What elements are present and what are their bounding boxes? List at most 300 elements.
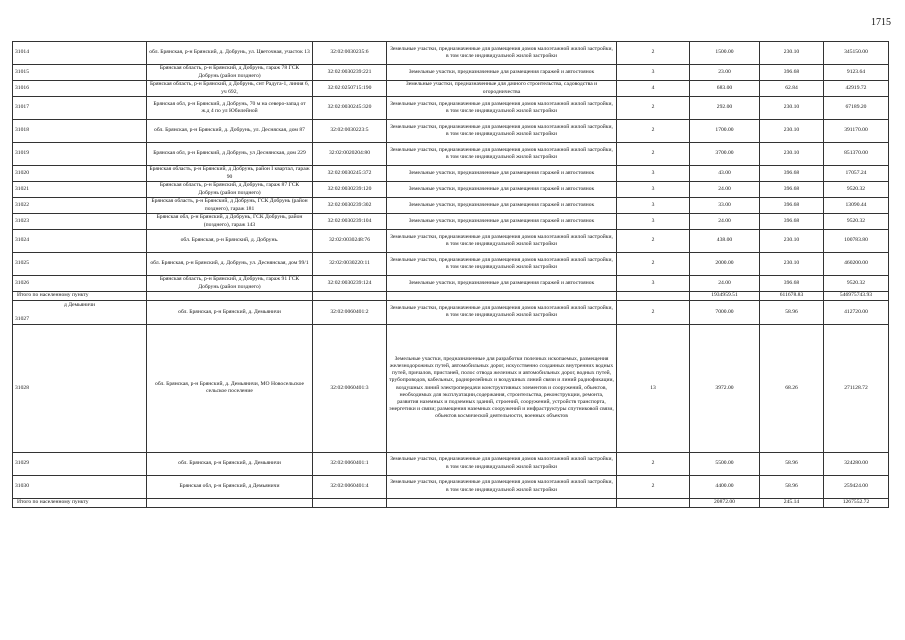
group-cell-text: 2 [651,483,655,489]
specific-value-cell-text: 58.96 [785,460,798,466]
row-number-text: 31023 [15,217,29,224]
area-cell [690,97,760,120]
table-row [13,475,889,498]
cadastral-number-cell-text: 32:02:0030220:11 [329,260,370,267]
land-use-cell-text: Земельные участки, предназначенные для размещения домов малоэтажной жилой застройки, в том числе индивидуальной жилой застройки [390,123,613,137]
area-cell-text: 438.00 [716,237,733,244]
cadastral-number-cell-text: 32:02:0030239:124 [327,279,372,286]
cadastral-number-cell [313,166,387,182]
area-cell-text: 1500.00 [715,49,734,56]
specific-value-cell [760,120,824,143]
total-area: 20872.00 [690,498,760,507]
cadastral-number-cell [313,198,387,214]
address-cell-text: обл. Брянская, р-н Брянский, д. Добрунь, ул. Цветочная, участок 13 [149,49,310,56]
group-cell [617,97,690,120]
land-use-cell-text: Земельные участки, предназначенные для размещения домов малоэтажной жилой застройки, в том числе индивидуальной жилой застройки [390,45,613,59]
area-cell [690,65,760,81]
cadastral-value-cell [824,42,889,65]
table-row [13,324,889,452]
specific-value-cell [760,276,824,292]
cadastral-number-cell-text: 32:02:0030239:221 [327,68,372,75]
specific-value-cell [760,143,824,166]
cadastral-number-cell-text: 32:02:0030239:104 [327,217,372,224]
specific-value-cell-text: 396.68 [783,201,800,208]
group-cell [617,475,690,498]
cadastral-value-cell-text: 13090.44 [845,201,867,208]
area-cell-text: 3972.00 [715,384,734,391]
specific-value-cell-text: 396.68 [783,169,800,176]
row-number-text: 31017 [15,104,29,111]
area-cell-text: 1700.00 [715,127,734,134]
table-row [13,214,889,230]
table-row [13,230,889,253]
land-use-cell-text: Земельные участки, предназначенные для размещения домов малоэтажной жилой застройки, в том числе индивидуальной жилой застройки [390,100,613,114]
cadastral-number-cell [313,324,387,452]
specific-value-cell-text: 58.96 [785,483,798,489]
cadastral-value-cell [824,276,889,292]
cadastral-value-cell [824,452,889,475]
row-number [13,143,147,166]
land-use-cell [387,81,617,97]
address-cell [147,214,313,230]
row-number-text: 31014 [15,49,29,56]
group-cell [617,276,690,292]
cadastral-value-cell [824,182,889,198]
area-cell [690,42,760,65]
area-cell [690,301,760,325]
address-cell [147,324,313,452]
area-cell-text: 292.00 [716,104,733,111]
settlement-total-row [13,498,889,507]
cadastral-number-cell [313,182,387,198]
land-use-cell-text: Земельные участки, предназначенные для размещения гаражей и автостоянок [408,279,595,286]
address-cell [147,143,313,166]
cadastral-value-cell [824,166,889,182]
cadastral-number-cell [313,42,387,65]
cadastral-value-cell [824,65,889,81]
area-cell [690,253,760,276]
group-cell-text: 3 [651,217,655,224]
group-cell-text: 2 [651,127,655,134]
specific-value-cell [760,198,824,214]
row-number-text: 31022 [15,201,29,208]
table-row [13,253,889,276]
specific-value-cell-text: 396.68 [783,185,800,192]
row-number-text: 31015 [15,68,29,75]
table-row [13,166,889,182]
row-number-text: 31018 [15,127,29,134]
group-cell [617,230,690,253]
total-empty-cell [387,292,617,301]
specific-value-cell [760,182,824,198]
total-label: Итого по населенному пункту [13,498,147,507]
row-number-text: 31024 [15,237,29,244]
group-cell-text: 3 [651,201,655,208]
cadastral-number-cell-text: 32:02:0020204:80 [328,150,371,157]
address-cell-text: Брянская обл, р-н Брянский, д Демьяничи [179,483,280,489]
cadastral-number-cell [313,65,387,81]
table-row [13,182,889,198]
row-number-text: 31028 [15,384,29,391]
group-cell [617,65,690,81]
total-value: 1267552.72 [824,498,889,507]
cadastral-value-cell [824,81,889,97]
area-cell-text: 24.00 [718,279,731,286]
total-empty-cell [313,292,387,301]
specific-value-cell [760,324,824,452]
cadastral-value-cell [824,143,889,166]
group-cell-text: 3 [651,169,655,176]
area-cell [690,143,760,166]
address-cell-text: Брянская обл, р-н Брянский, д Добрунь, 70 м на северо-запад от ж.д 4 по ул Юбилейной [153,100,306,114]
cadastral-value-cell [824,214,889,230]
cadastral-value-table [12,41,889,508]
group-cell-text: 2 [651,237,655,244]
group-cell-text: 2 [651,49,655,56]
row-number [13,214,147,230]
specific-value-cell [760,214,824,230]
table-row [13,276,889,292]
cadastral-number-cell [313,253,387,276]
group-cell-text: 13 [650,384,656,391]
cadastral-number-cell [313,81,387,97]
cadastral-value-cell-text: 324280.00 [844,460,868,466]
group-cell [617,301,690,325]
land-use-cell [387,198,617,214]
row-number [13,253,147,276]
row-number [13,97,147,120]
total-area: 1934959.51 [690,292,760,301]
cadastral-number-cell-text: 32:02:0030223:5 [330,127,369,134]
address-cell [147,253,313,276]
cadastral-value-cell-text: 345150.00 [844,49,868,56]
cadastral-value-cell-text: 9520.32 [846,279,866,286]
area-cell [690,81,760,97]
area-cell [690,276,760,292]
table-row [13,65,889,81]
address-cell [147,182,313,198]
address-cell [147,230,313,253]
group-cell [617,324,690,452]
specific-value-cell [760,65,824,81]
row-number [13,324,147,452]
cadastral-value-cell-text: 9520.32 [846,185,866,192]
cadastral-number-cell-text: 32:02:0060401:2 [330,308,369,315]
total-empty-cell [147,498,313,507]
specific-value-cell [760,253,824,276]
land-use-cell [387,230,617,253]
address-cell [147,198,313,214]
cadastral-value-cell-text: 67189.20 [845,104,867,111]
area-cell [690,230,760,253]
address-cell-text: обл. Брянская, р-н Брянский, д. Добрунь, ул. Деснянская, дом 99/1 [150,260,309,267]
address-cell [147,120,313,143]
area-cell [690,198,760,214]
cadastral-value-cell-text: 391170.00 [844,127,868,134]
land-use-cell-text: Земельные участки, предназначенные для размещения домов малоэтажной жилой застройки, в том числе индивидуальной жилой застройки [390,233,613,247]
row-number-text: 31016 [15,84,29,91]
address-cell-text: обл. Брянская, р-н Брянский, д. Демьяничи [178,460,281,466]
row-number [13,65,147,81]
group-cell [617,120,690,143]
land-use-cell-text: Земельные участки, предназначенные для размещения гаражей и автостоянок [408,68,595,75]
land-use-cell [387,475,617,498]
group-cell-text: 2 [651,150,655,157]
group-cell-text: 3 [651,185,655,192]
specific-value-cell [760,452,824,475]
cadastral-value-cell [824,198,889,214]
land-use-cell-text: Земельные участки, предназначенные для размещения гаражей и автостоянок [408,217,595,224]
row-number-text: 31019 [15,150,29,157]
address-cell-text: Брянская область, р-н Брянский, д Добрунь, гараж 78 ГСК Добрунь (район позднего) [159,65,300,79]
row-number-text: 31021 [15,185,29,192]
row-number-text: 31027 [15,316,29,323]
specific-value-cell-text: 230.10 [783,49,800,56]
row-number [13,42,147,65]
cadastral-number-cell [313,97,387,120]
group-cell [617,166,690,182]
table-row [13,301,889,325]
table-row [13,42,889,65]
group-cell-text: 2 [651,104,655,111]
total-empty-cell [617,292,690,301]
row-number [13,301,147,325]
cadastral-value-cell [824,120,889,143]
area-cell [690,452,760,475]
group-cell [617,143,690,166]
cadastral-number-cell [313,214,387,230]
land-use-cell-text: Земельные участки, предназначенные для размещения гаражей и автостоянок [408,169,595,176]
address-cell-text: обл. Брянская, р-н Брянский, д. Добрунь. [180,237,279,244]
specific-value-cell-text: 230.10 [783,127,800,134]
group-cell-text: 3 [651,279,655,286]
specific-value-cell [760,42,824,65]
table-row [13,452,889,475]
cadastral-number-cell [313,120,387,143]
area-cell-text: 5500.00 [715,460,734,466]
row-number-text: 31026 [15,279,29,286]
cadastral-number-cell-text: 32:02:0030235:6 [330,49,369,56]
area-cell [690,182,760,198]
land-use-cell-text: Земельные участки, предназначенные для разработки полезных ископаемых, размещения железнодорожных путей, автомобильных дорог, искусственно созданных внутренних водных путей, причалов, пристаней, полос отвода железных и автомобильных дорог, водных путей, трубопроводов, кабельных, радиорелейных и воздушных линий связи и линий радиофикации, воздушных линий электропередачи конструктивных элементов и сооружений, объектов, необходимых для эксплуатации,содержания, строительства, реконструкции, ремонта, развития наземных и подземных зданий, строений, сооружений, устройств транспорта, энергетики и связи; размещения наземных сооружений и инфраструктуры спутниковой связи, объектов космической деятельности, военных объектов [389,355,614,420]
address-cell [147,42,313,65]
land-use-cell [387,166,617,182]
cadastral-number-cell-text: 32:02:0060401:4 [330,483,369,489]
row-number [13,452,147,475]
group-cell-text: 2 [651,260,655,267]
address-cell [147,166,313,182]
specific-value-cell [760,97,824,120]
cadastral-value-cell-text: 9123.64 [846,68,866,75]
area-cell-text: 43.00 [718,169,731,176]
cadastral-value-cell-text: 271128.72 [844,384,868,391]
row-number [13,81,147,97]
cadastral-value-cell-text: 17057.24 [845,169,867,176]
area-cell [690,120,760,143]
address-cell [147,97,313,120]
address-cell-text: Брянская обл, р-н Брянский, д Добрунь, ул Деснянская, дом 229 [153,150,306,157]
settlement-total-row [13,292,889,301]
land-use-cell-text: Земельные участки, предназначенные для размещения домов малоэтажной жилой застройки, в том числе индивидуальной жилой застройки [390,305,613,319]
specific-value-cell-text: 396.68 [783,68,800,75]
land-use-cell [387,253,617,276]
land-use-cell-text: Земельные участки, предназначенные для размещения домов малоэтажной жилой застройки, в том числе индивидуальной жилой застройки [390,256,613,270]
address-cell-text: Брянская обл, р-н Брянский, д Добрунь, ГСК Добрунь, район (позднего), гараж 143 [156,214,303,228]
total-price: 611678.83 [760,292,824,301]
specific-value-cell-text: 62.84 [785,84,798,91]
land-use-cell [387,214,617,230]
cadastral-number-cell-text: 32:02:0030245:372 [327,169,372,176]
specific-value-cell-text: 58.96 [785,308,798,315]
table-row [13,120,889,143]
total-empty-cell [313,498,387,507]
row-number-text: 31020 [15,169,29,176]
cadastral-number-cell-text: 32:02:0030245:320 [327,104,372,111]
land-use-cell-text: Земельные участки, предназначенные для размещения домов малоэтажной жилой застройки, в том числе индивидуальной жилой застройки [390,146,613,160]
cadastral-value-cell-text: 259424.00 [844,483,868,489]
specific-value-cell-text: 396.68 [783,217,800,224]
land-use-cell [387,276,617,292]
address-cell-text: обл. Брянская, р-н Брянский, д. Демьяничи [178,308,281,315]
land-use-cell [387,65,617,81]
land-use-cell [387,182,617,198]
specific-value-cell [760,81,824,97]
area-cell-text: 24.00 [718,185,731,192]
total-empty-cell [147,292,313,301]
group-cell-text: 4 [651,84,655,91]
row-number-text: 31029 [15,460,29,466]
cadastral-number-cell-text: 32:02:0060401:3 [330,384,369,391]
cadastral-number-cell [313,452,387,475]
address-cell-text: Брянская область, р-н Брянский, д Добрунь, гараж 87 ГСК Добрунь (район позднего) [159,182,300,196]
row-number [13,120,147,143]
specific-value-cell [760,475,824,498]
area-cell-text: 3700.00 [715,150,734,157]
total-value: 546975743.93 [824,292,889,301]
specific-value-cell-text: 230.10 [783,237,800,244]
address-cell-text: Брянская область, р-н Брянский, д Добрунь, район I квартал, гараж 90 [149,166,310,180]
cadastral-number-cell-text: 32:02:0250715:190 [327,84,372,91]
area-cell [690,214,760,230]
specific-value-cell [760,301,824,325]
address-cell-text: Брянская область, р-н Брянский, д Добрунь, снт Радуга-1, линия 6, уч 692, [149,81,310,95]
cadastral-value-cell [824,475,889,498]
land-use-cell [387,42,617,65]
address-cell [147,301,313,325]
cadastral-value-cell [824,253,889,276]
specific-value-cell-text: 396.68 [783,279,800,286]
land-use-cell [387,452,617,475]
address-cell [147,452,313,475]
cadastral-value-cell [824,230,889,253]
area-cell-text: 7000.00 [715,308,734,315]
address-cell [147,81,313,97]
specific-value-cell [760,230,824,253]
group-cell-text: 3 [651,68,655,75]
address-cell-text: обл. Брянская, р-н Брянский, д. Добрунь, ул. Десняская, дом 87 [154,127,305,134]
table-row [13,143,889,166]
total-label: Итого по населенному пункту [13,292,147,301]
group-cell [617,42,690,65]
land-use-cell [387,301,617,325]
cadastral-value-cell-text: 9520.32 [846,217,866,224]
row-number-text: 31025 [15,260,29,267]
area-cell [690,324,760,452]
table-row [13,97,889,120]
cadastral-value-cell [824,324,889,452]
group-cell-text: 2 [651,308,655,315]
cadastral-value-cell-text: 851370.00 [844,150,868,157]
specific-value-cell-text: 230.10 [783,150,800,157]
area-cell-text: 23.00 [718,68,731,75]
row-number [13,182,147,198]
area-cell-text: 24.00 [718,217,731,224]
page-number: 1715 [871,17,891,28]
cadastral-number-cell [313,230,387,253]
cadastral-number-cell [313,301,387,325]
cadastral-value-cell [824,97,889,120]
land-use-cell-text: Земельные участки, предназначенные для размещения домов малоэтажной жилой застройки, в том числе индивидуальной жилой застройки [390,456,613,470]
specific-value-cell-text: 68.26 [785,384,798,391]
cadastral-number-cell-text: 32:02:0030239:302 [327,201,372,208]
address-cell-text: обл. Брянская, р-н Брянский, д. Демьяничи, МО Новосельское сельское поселение [155,380,304,395]
row-number [13,198,147,214]
cadastral-value-cell-text: 42919.72 [845,84,867,91]
cadastral-number-cell [313,276,387,292]
address-cell-text: Брянская область, р-н Брянский, д Добрунь, гараж 91 ГСК Добрунь (район позднего) [159,276,300,290]
total-empty-cell [387,498,617,507]
cadastral-number-cell-text: 32:02:0030248:76 [328,237,371,244]
area-cell [690,166,760,182]
settlement-name: д Демьяничи [63,302,96,308]
specific-value-cell-text: 230.10 [783,104,800,111]
group-cell-text: 2 [651,460,655,466]
address-cell-text: Брянская область, р-н Брянский, д Добрунь, ГСК Добрунь (район позднего), гараж 181 [151,198,308,212]
row-number [13,276,147,292]
group-cell [617,214,690,230]
area-cell-text: 2000.00 [715,260,734,267]
cadastral-number-cell-text: 32:02:0060401:1 [330,460,369,466]
land-use-cell-text: Земельные участки, предназначенные для размещения гаражей и автостоянок [408,185,595,192]
land-use-cell [387,120,617,143]
total-price: 245.14 [760,498,824,507]
group-cell [617,452,690,475]
land-use-cell-text: Земельные участки, предназначенные для размещения домов малоэтажной жилой застройки, в том числе индивидуальной жилой застройки [390,479,613,493]
address-cell [147,276,313,292]
group-cell [617,81,690,97]
address-cell [147,65,313,81]
cadastral-value-cell-text: 100783.80 [844,237,868,244]
row-number [13,230,147,253]
group-cell [617,253,690,276]
land-use-cell [387,143,617,166]
specific-value-cell [760,166,824,182]
row-number [13,166,147,182]
group-cell [617,182,690,198]
total-empty-cell [617,498,690,507]
cadastral-number-cell [313,475,387,498]
table-row [13,81,889,97]
row-number-text: 31030 [15,483,29,489]
land-use-cell-text: Земельные участки, предназначенные для дачного строительства, садоводства и огородничества [405,81,598,95]
area-cell-text: 683.00 [716,84,733,91]
cadastral-number-cell [313,143,387,166]
land-use-cell [387,324,617,452]
cadastral-number-cell-text: 32:02:0030239:120 [327,185,372,192]
specific-value-cell-text: 230.10 [783,260,800,267]
cadastral-value-cell-text: 460200.00 [844,260,868,267]
group-cell [617,198,690,214]
